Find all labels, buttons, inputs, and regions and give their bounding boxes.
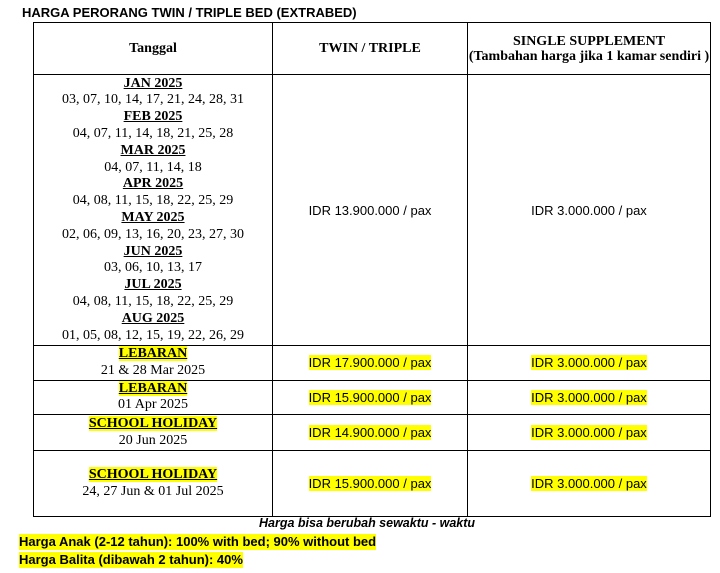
month-label: JUN 2025 bbox=[123, 243, 183, 259]
month-label: JAN 2025 bbox=[123, 75, 183, 91]
special-single-price: IDR 3.000.000 / pax bbox=[531, 389, 647, 405]
price-table bbox=[33, 22, 711, 517]
page-title: HARGA PERORANG TWIN / TRIPLE BED (EXTRABED) bbox=[22, 5, 357, 20]
event-label: SCHOOL HOLIDAY bbox=[88, 415, 218, 431]
month-days: 04, 08, 11, 15, 18, 22, 25, 29 bbox=[72, 293, 234, 309]
regular-row bbox=[34, 75, 711, 346]
month-days: 03, 06, 10, 13, 17 bbox=[104, 260, 202, 276]
special-row bbox=[34, 346, 711, 381]
regular-twin-price: IDR 13.900.000 / pax bbox=[273, 75, 468, 346]
header-single bbox=[468, 23, 711, 75]
special-dates bbox=[34, 380, 273, 415]
month-days: 04, 07, 11, 14, 18 bbox=[104, 159, 202, 175]
month-days: 01, 05, 08, 12, 15, 19, 22, 26, 29 bbox=[62, 327, 244, 343]
month-days: 03, 07, 10, 14, 17, 21, 24, 28, 31 bbox=[62, 92, 244, 108]
event-date: 20 Jun 2025 bbox=[118, 432, 188, 448]
infant-price-note: Harga Balita (dibawah 2 tahun): 40% bbox=[19, 552, 243, 567]
regular-single-price: IDR 3.000.000 / pax bbox=[468, 75, 711, 346]
special-dates bbox=[34, 451, 273, 517]
event-date: 24, 27 Jun & 01 Jul 2025 bbox=[82, 483, 224, 499]
special-row bbox=[34, 451, 711, 517]
header-row bbox=[34, 23, 711, 75]
regular-dates bbox=[34, 75, 273, 346]
special-row bbox=[34, 415, 711, 451]
month-label: MAY 2025 bbox=[121, 210, 185, 225]
header-twin: TWIN / TRIPLE bbox=[273, 23, 468, 75]
child-price-note: Harga Anak (2-12 tahun): 100% with bed; 90% without bed bbox=[19, 534, 377, 549]
header-single-title: SINGLE SUPPLEMENT bbox=[512, 33, 666, 49]
event-date: 21 & 28 Mar 2025 bbox=[100, 362, 206, 378]
month-days: 02, 06, 09, 13, 16, 20, 23, 27, 30 bbox=[62, 226, 244, 242]
header-single-subtitle: (Tambahan harga jika 1 kamar sendiri ) bbox=[468, 48, 710, 64]
event-label: LEBARAN bbox=[118, 346, 188, 361]
event-date: 01 Apr 2025 bbox=[118, 397, 188, 413]
month-label: FEB 2025 bbox=[123, 109, 183, 125]
month-label: JUL 2025 bbox=[124, 277, 182, 293]
special-twin-price: IDR 15.900.000 / pax bbox=[308, 389, 432, 405]
special-twin-price: IDR 15.900.000 / pax bbox=[308, 476, 432, 492]
special-dates bbox=[34, 415, 273, 451]
header-date: Tanggal bbox=[34, 23, 273, 75]
special-dates bbox=[34, 346, 273, 381]
special-twin-price: IDR 17.900.000 / pax bbox=[308, 355, 432, 371]
month-days: 04, 08, 11, 15, 18, 22, 25, 29 bbox=[72, 193, 234, 209]
special-row bbox=[34, 380, 711, 415]
special-twin-price: IDR 14.900.000 / pax bbox=[308, 425, 432, 441]
month-label: APR 2025 bbox=[122, 176, 184, 192]
month-label: MAR 2025 bbox=[120, 142, 186, 158]
special-single-price: IDR 3.000.000 / pax bbox=[531, 476, 647, 492]
event-label: LEBARAN bbox=[118, 380, 188, 396]
special-single-price: IDR 3.000.000 / pax bbox=[531, 425, 647, 441]
month-label: AUG 2025 bbox=[121, 310, 185, 326]
month-days: 04, 07, 11, 14, 18, 21, 25, 28 bbox=[72, 126, 234, 142]
event-label: SCHOOL HOLIDAY bbox=[88, 466, 218, 482]
special-single-price: IDR 3.000.000 / pax bbox=[531, 355, 647, 371]
price-change-note: Harga bisa berubah sewaktu - waktu bbox=[259, 516, 476, 530]
